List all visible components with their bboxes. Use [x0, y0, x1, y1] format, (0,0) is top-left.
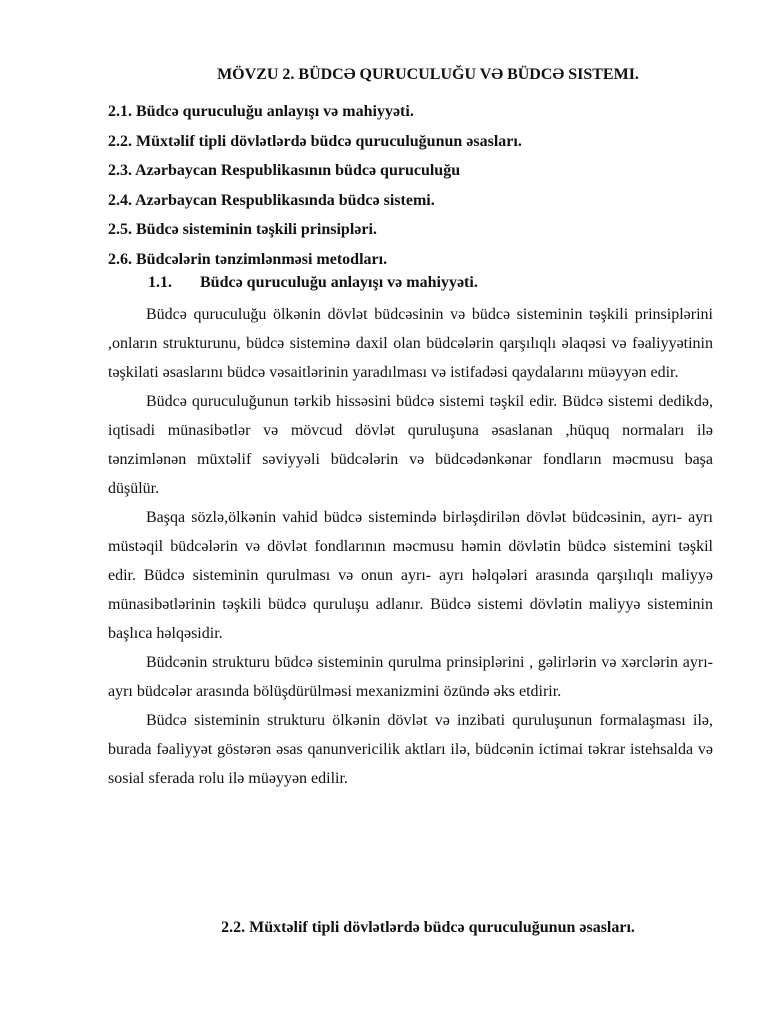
section-number: 1.1.: [148, 274, 172, 291]
toc-item: 2.5. Büdcə sisteminin təşkili prinsipləri.: [108, 221, 377, 238]
toc-item: 2.2. Müxtəlif tipli dövlətlərdə büdcə quruculuğunun əsasları.: [108, 132, 522, 150]
toc-item: 2.1. Büdcə quruculuğu anlayışı və mahiyyəti.: [108, 103, 414, 120]
paragraph: Büdcə quruculuğunun tərkib hissəsini büdcə sistemi təşkil edir. Büdcə sistemi dedikdə, iqtisadi münasibətlər və mövcud dövlət quruluşuna əsaslanan ,hüquq normaları ilə tənzimlənən müxtəlif səviyyəli büdcələrin və büdcədənkənar fondların məcmusu başa düşülür.: [108, 393, 713, 497]
body-text: [108, 300, 713, 793]
page-title: MÖVZU 2. BÜDCƏ QURUCULUĞU VƏ BÜDCƏ SISTEMI.: [217, 66, 639, 83]
toc-item: 2.4. Azərbaycan Respublikasında büdcə sistemi.: [108, 191, 435, 209]
section-heading: [148, 274, 478, 292]
paragraph: Başqa sözlə,ölkənin vahid büdcə sistemində birləşdirilən dövlət büdcəsinin, ayrı- ayrı müstəqil büdcələrin və dövlət fondlarının məcmusu həmin dövlətin büdcə sistemini təşkil edir. Büdcə sisteminin qurulması və onun ayrı- ayrı həlqələri arasında qarşılıqlı maliyyə münasibətlərinin təşkili büdcə quruluşu adlanır. Büdcə sistemi dövlətin maliyyə sisteminin başlıca həlqəsidir.: [108, 509, 713, 642]
toc-item: 2.3. Azərbaycan Respublikasının büdcə quruculuğu: [108, 162, 461, 179]
paragraph: Büdcənin strukturu büdcə sisteminin qurulma prinsiplərini , gəlirlərin və xərclərin ayrı- ayrı büdcələr arasında bölüşdürülməsi mexanizmini özündə əks etdirir.: [108, 654, 713, 700]
paragraph: Büdcə quruculuğu ölkənin dövlət büdcəsinin və büdcə sisteminin təşkili prinsiplərini ,onların strukturunu, büdcə sisteminə daxil olan büdcələrin qarşılıqlı əlaqəsi və fəaliyyətinin təşkilati əsaslarını büdcə vəsaitlərinin yaradılması və istifadəsi qaydalarını müəyyən edir.: [108, 306, 713, 381]
table-of-contents: [108, 97, 728, 274]
section-title: Büdcə quruculuğu anlayışı və mahiyyəti.: [200, 274, 478, 291]
section-heading-2: 2.2. Müxtəlif tipli dövlətlərdə büdcə quruculuğunun əsasları.: [221, 919, 635, 936]
paragraph: Büdcə sisteminin strukturu ölkənin dövlət və inzibati quruluşunun formalaşması ilə, burada fəaliyyət göstərən əsas qanunvericilik aktları ilə, büdcənin ictimai təkrar istehsalda və sosial sferada rolu ilə müəyyən edilir.: [108, 712, 713, 787]
toc-item: 2.6. Büdcələrin tənzimlənməsi metodları.: [108, 250, 388, 268]
